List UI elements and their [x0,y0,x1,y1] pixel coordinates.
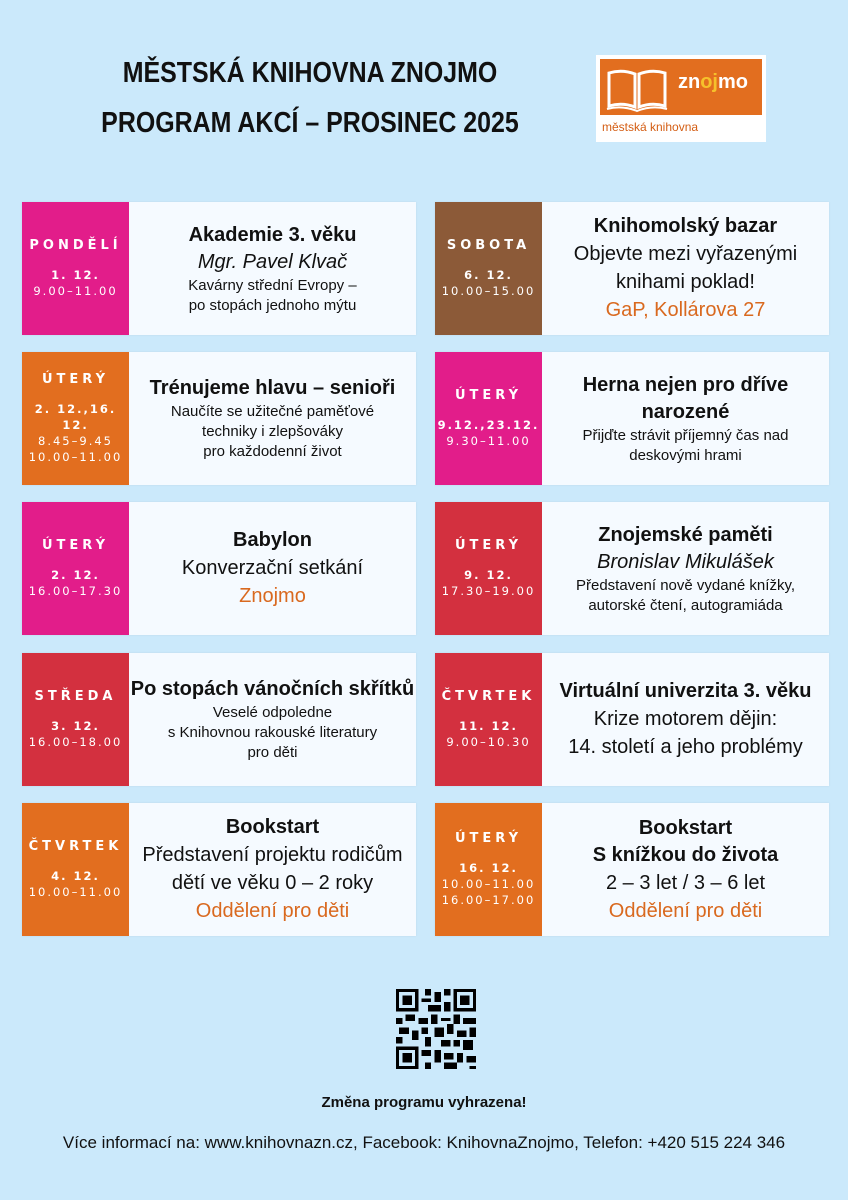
event-title: narozené [641,400,730,423]
event-time: 16.00–18.00 [28,735,123,749]
event-speaker: Bronislav Mikulášek [597,550,774,573]
event-title: Herna nejen pro dříve [582,373,789,396]
event-details [129,653,416,786]
event-title: Akademie 3. věku [188,223,357,246]
qr-code-icon[interactable] [396,989,476,1069]
event-description: autorské čtení, autogramiáda [588,596,783,614]
event-time: 10.00–11.00 [441,877,536,891]
event-title: Babylon [233,529,312,551]
event-day: PONDĚLÍ [29,238,122,253]
event-description: Představení projektu rodičům [142,844,403,866]
event-title: Bookstart [225,816,320,838]
event-time: 8.45–9.45 [38,434,113,448]
event-date: 4. 12. [51,869,100,883]
event-card [435,803,829,936]
event-date: 2. 12. [51,568,100,582]
event-time: 9.00–10.30 [446,735,531,749]
event-details [542,202,829,335]
event-date: 3. 12. [51,719,100,733]
event-card [22,202,416,335]
event-details [542,502,829,635]
event-time: 17.30–19.00 [441,584,536,598]
event-time: 16.00–17.00 [441,893,536,907]
event-details [129,803,416,936]
event-date: 2. 12.,16. 12. [34,402,117,432]
event-details [129,502,416,635]
event-description: Představení nově vydané knížky, [575,576,795,594]
event-date-panel [435,352,542,485]
event-day: ÚTERÝ [41,538,110,553]
event-title: Virtuální univerzita 3. věku [559,680,812,702]
event-card [22,653,416,786]
event-title: Knihomolský bazar [593,215,778,237]
event-day: SOBOTA [446,238,531,253]
event-title: S knížkou do života [592,843,779,866]
event-date-panel [435,653,542,786]
event-details [542,803,829,936]
event-description: Přijďte strávit příjemný čas nad [582,426,789,444]
event-description: pro každodenní život [203,443,342,460]
contact-info: Více informací na: www.knihovnazn.cz, Facebook: KnihovnaZnojmo, Telefon: +420 515 224 346 [62,1133,786,1152]
open-book-icon [606,69,668,113]
event-description: Naučíte se užitečné paměťové [170,403,375,420]
event-title: Trénujeme hlavu – senioři [149,377,396,399]
event-title: Bookstart [638,816,733,839]
event-description: 2 – 3 let / 3 – 6 let [606,871,765,894]
event-description: 14. století a jeho problémy [568,736,803,758]
event-day: ÚTERÝ [454,388,523,403]
event-date: 6. 12. [464,268,513,282]
logo-wordmark: znojmo [678,71,748,93]
event-day: STŘEDA [34,689,117,704]
event-description: Kavárny střední Evropy – [188,276,357,294]
event-description: Veselé odpoledne [212,704,333,721]
event-details [542,352,829,485]
event-location: GaP, Kollárova 27 [605,299,766,321]
library-logo [596,55,766,142]
event-date: 9.12.,23.12. [437,418,540,432]
logo-subtitle: městská knihovna [602,120,699,134]
event-description: Objevte mezi vyřazenými [573,243,798,265]
event-card [435,202,829,335]
event-date-panel [22,352,129,485]
event-description: s Knihovnou rakouské literatury [167,724,378,741]
event-description: techniky i zlepšováky [202,423,343,440]
event-time: 10.00–11.00 [28,450,123,464]
event-time: 10.00–15.00 [441,284,536,298]
event-date-panel [22,202,129,335]
event-time: 9.00–11.00 [33,284,118,298]
event-day: ČTVRTEK [441,689,536,704]
event-description: knihami poklad! [616,271,755,293]
event-card [22,502,416,635]
event-location: Znojmo [239,585,306,607]
event-description: deskovými hrami [629,446,742,464]
event-description: pro děti [247,744,298,761]
event-date-panel [435,202,542,335]
event-card [435,352,829,485]
event-day: ÚTERÝ [454,831,523,846]
event-date: 11. 12. [459,719,518,733]
event-description: Krize motorem dějin: [593,708,778,730]
event-description: Konverzační setkání [181,557,364,579]
disclaimer-note: Změna programu vyhrazena! [321,1094,527,1111]
page-title-line1: MĚSTSKÁ KNIHOVNA ZNOJMO [122,57,498,89]
event-day: ČTVRTEK [28,839,123,854]
event-card [435,502,829,635]
event-details [542,653,829,786]
event-date: 9. 12. [464,568,513,582]
event-speaker: Mgr. Pavel Klvač [197,250,348,273]
event-date: 16. 12. [459,861,518,875]
event-day: ÚTERÝ [41,372,110,387]
event-card [22,352,416,485]
page-title-line2: PROGRAM AKCÍ – PROSINEC 2025 [101,107,519,139]
event-time: 10.00–11.00 [28,885,123,899]
event-location: Oddělení pro děti [195,900,350,922]
event-date: 1. 12. [51,268,100,282]
event-date-panel [22,653,129,786]
event-description: dětí ve věku 0 – 2 roky [171,872,374,894]
event-description: po stopách jednoho mýtu [188,296,357,314]
event-time: 9.30–11.00 [446,434,531,448]
event-date-panel [22,502,129,635]
event-date-panel [435,803,542,936]
event-day: ÚTERÝ [454,538,523,553]
event-card [435,653,829,786]
event-title: Znojemské paměti [598,523,773,546]
event-details [129,352,416,485]
event-card [22,803,416,936]
event-date-panel [22,803,129,936]
event-title: Po stopách vánočních skřítků [130,678,415,700]
event-location: Oddělení pro děti [608,899,763,922]
event-time: 16.00–17.30 [28,584,123,598]
event-date-panel [435,502,542,635]
event-details [129,202,416,335]
